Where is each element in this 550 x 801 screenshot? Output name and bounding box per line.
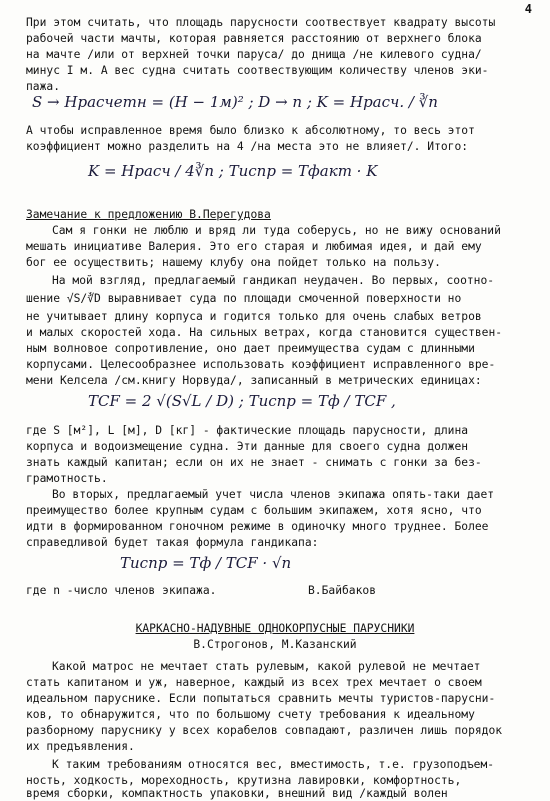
text-line: А чтобы исправленное время было близко к абсолютному, то весь этот <box>26 124 475 137</box>
text-line: К таким требованиям относятся вес, вместимость, т.е. грузоподъем- <box>52 758 495 771</box>
text-line: коэффициент можно разделить на 4 /на места это не влияет/. Итого: <box>26 140 469 153</box>
text-line: знать каждый капитан; если он их не знает - снимать с гонки за без- <box>26 456 482 469</box>
text-line: Во вторых, предлагаемый учет числа членов экипажа опять-таки дает <box>52 488 495 501</box>
page-number: 4 <box>524 2 532 16</box>
text-line: идти в формированном гоночном режиме в одиночку много труднее. Более <box>26 520 489 533</box>
text-line: минус I м. А вес судна считать соотвествующим количеству членов эки- <box>26 64 489 77</box>
text-line: ков, то обнаружится, что по большому счету требования к идеальному <box>26 708 475 721</box>
text-line: При этом считать, что площадь парусности соотвествует квадрату высоты <box>26 16 496 29</box>
handwritten-formula: S → Hрасчетн = (H − 1м)² ; D → n ; K = Hрасч. / ∛n <box>32 93 438 111</box>
text-line: грамотность. <box>26 472 108 485</box>
text-line: мешать инициативе Валерия. Это его старая и любимая идея, и дай ему <box>26 240 482 253</box>
article-title: КАРКАСНО-НАДУВНЫЕ ОДНОКОРПУСНЫЕ ПАРУСНИКИ <box>135 622 415 635</box>
text-line: рабочей части мачты, которая равняется расстоянию от верхнего блока <box>26 32 482 45</box>
handwritten-formula: K = Hрасч / 4∛n ; Tиспр = Tфакт · K <box>88 162 378 180</box>
text-line: Сам я гонки не люблю и вряд ли туда соберусь, но не вижу оснований <box>52 224 501 237</box>
signature: В.Байбаков <box>308 584 377 597</box>
text-line: где n -число членов экипажа. <box>26 584 217 597</box>
text-line: шение √S/∛D выравнивает суда по площади смоченной поверхности но <box>26 292 462 305</box>
text-line: стать капитаном и уж, наверное, каждый из всех трех мечтает о своем <box>26 676 482 689</box>
text-line: на мачте /или от верхней точки паруса/ до днища /не килевого судна/ <box>26 48 482 61</box>
text-line: преимущество более крупным судам с большим экипажем, хотя ясно, что <box>26 504 482 517</box>
text-line: корпусами. Целесообразнее использовать коэффициент исправленного вре- <box>26 358 496 371</box>
text-line: Какой матрос не мечтает стать рулевым, какой рулевой не мечтает <box>52 660 481 673</box>
text-line: На мой взгляд, предлагаемый гандикап неудачен. Во первых, соотно- <box>52 274 495 287</box>
text-line: идеальном паруснике. Если попытаться сравнить мечты туристов-парусни- <box>26 692 496 705</box>
text-line: ность, ходкость, мореходность, крутизна лавировки, комфортность, <box>26 774 462 787</box>
text-line: ным волновое сопротивление, оно дает преимущества судам с длинными <box>26 342 475 355</box>
text-line: их предъявления. <box>26 740 135 753</box>
text-line: мени Келсела /см.книгу Норвуда/, записанный в метрических единицах: <box>26 374 482 387</box>
handwritten-formula: Tиспр = Tф / TCF · √n <box>120 554 292 572</box>
text-line: время сборки, компактность упаковки, внешний вид /каждый волен <box>26 787 448 800</box>
text-line: не учитывает длину корпуса и годится только для очень слабых ветров <box>26 310 482 323</box>
text-line: где S [м²], L [м], D [кг] - фактические площадь парусности, длина <box>26 424 469 437</box>
article-authors: В.Строгонов, М.Казанский <box>193 638 357 651</box>
section-heading: Замечание к предложению В.Перегудова <box>26 208 271 221</box>
text-line: разборному паруснику у всех корабелов совпадают, различен лишь порядок <box>26 724 503 737</box>
handwritten-formula: TCF = 2 √(S√L / D) ; Tиспр = Tф / TCF , <box>88 392 396 410</box>
text-line: и малых скоростей хода. На сильных ветрах, когда становится существен- <box>26 326 503 339</box>
text-line: корпуса и водоизмещение судна. Эти данные для своего судна должен <box>26 440 469 453</box>
text-line: справедливой будет такая формула гандикапа: <box>26 536 319 549</box>
text-line: бог ее осуществить; нашему клубу она пойдет только на пользу. <box>26 256 441 269</box>
text-line: пажа. <box>26 80 61 93</box>
